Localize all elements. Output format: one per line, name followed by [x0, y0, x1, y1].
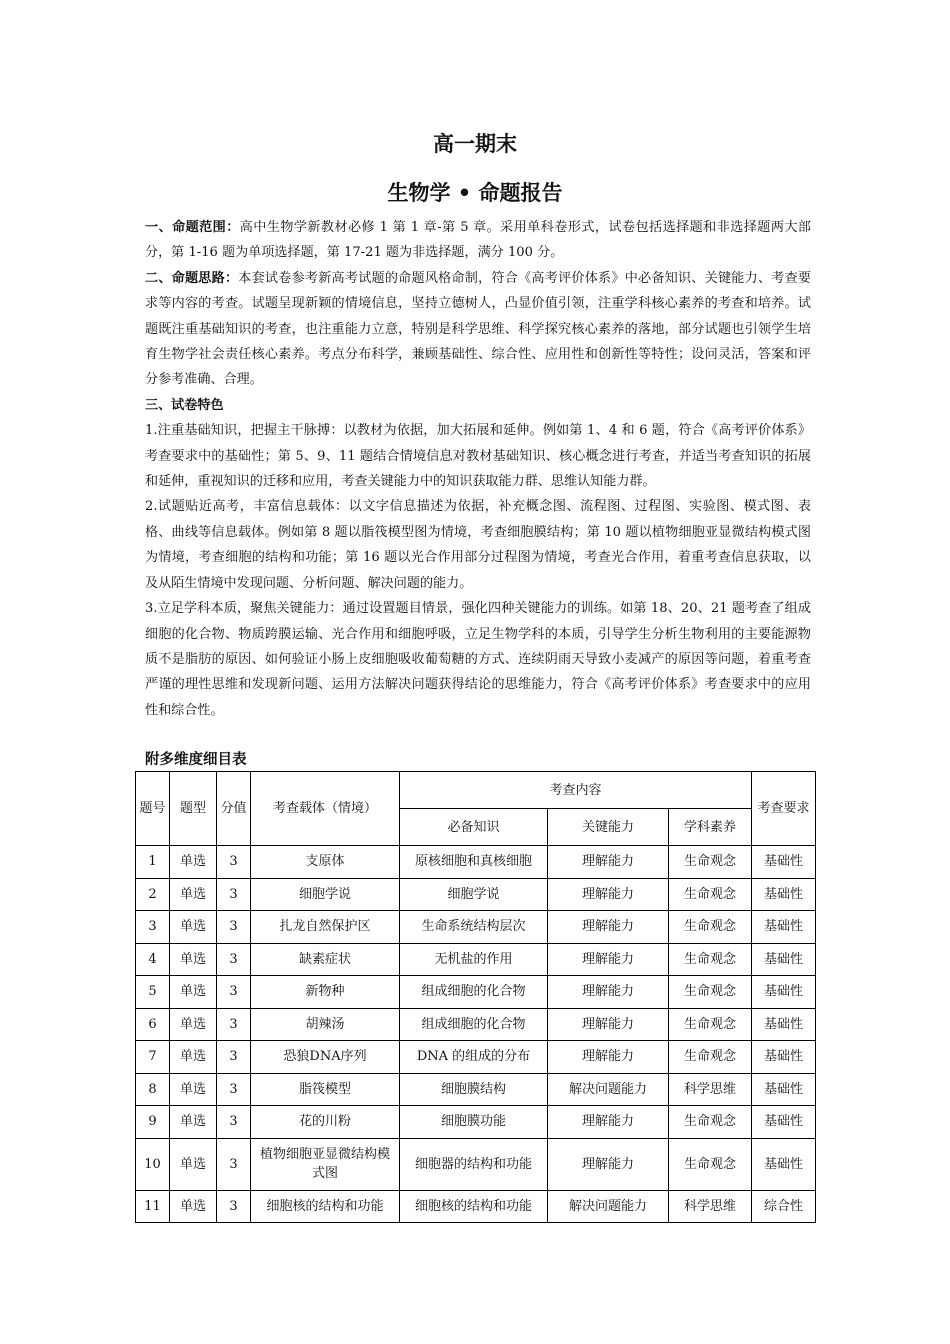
cell-no: 4	[136, 943, 170, 976]
cell-no: 11	[136, 1190, 170, 1223]
cell-type: 单选	[170, 1073, 217, 1106]
cell-requirement: 基础性	[752, 1008, 816, 1041]
cell-requirement: 基础性	[752, 1138, 816, 1190]
cell-ability: 理解能力	[548, 943, 669, 976]
cell-context: 支原体	[251, 846, 400, 879]
cell-knowledge: 细胞膜结构	[400, 1073, 548, 1106]
cell-score: 3	[217, 1041, 251, 1074]
cell-type: 单选	[170, 846, 217, 879]
exam-title: 高一期末	[433, 132, 517, 156]
cell-type: 单选	[170, 911, 217, 944]
cell-ability: 解决问题能力	[548, 1190, 669, 1223]
table-title: 附多维度细目表	[145, 752, 247, 768]
cell-context: 缺素症状	[251, 943, 400, 976]
cell-type: 单选	[170, 1106, 217, 1139]
cell-ability: 理解能力	[548, 878, 669, 911]
table-row	[136, 1041, 816, 1074]
table-row	[136, 1138, 816, 1190]
cell-requirement: 综合性	[752, 1190, 816, 1223]
cell-literacy: 生命观念	[669, 1041, 752, 1074]
cell-knowledge: 无机盐的作用	[400, 943, 548, 976]
cell-no: 3	[136, 911, 170, 944]
cell-ability: 理解能力	[548, 976, 669, 1009]
cell-requirement: 基础性	[752, 976, 816, 1009]
cell-no: 2	[136, 878, 170, 911]
section-text: 高中生物学新教材必修 1 第 1 章-第 5 章。采用单科卷形式，试卷包括选择题和非选择题两大部分，第 1-16 题为单项选择题，第 17-21 题为非选择题，满分 100 分。	[145, 220, 812, 261]
cell-type: 单选	[170, 878, 217, 911]
section-approach	[145, 266, 811, 393]
cell-context: 细胞学说	[251, 878, 400, 911]
cell-literacy: 生命观念	[669, 1138, 752, 1190]
cell-context: 扎龙自然保护区	[251, 911, 400, 944]
cell-literacy: 生命观念	[669, 1008, 752, 1041]
cell-knowledge: 细胞核的结构和功能	[400, 1190, 548, 1223]
cell-requirement: 基础性	[752, 911, 816, 944]
cell-requirement: 基础性	[752, 846, 816, 879]
cell-no: 5	[136, 976, 170, 1009]
cell-literacy: 生命观念	[669, 943, 752, 976]
cell-knowledge: 组成细胞的化合物	[400, 1008, 548, 1041]
section-scope	[145, 215, 811, 266]
cell-ability: 理解能力	[548, 911, 669, 944]
cell-no: 9	[136, 1106, 170, 1139]
table-body	[136, 846, 816, 1223]
cell-type: 单选	[170, 1041, 217, 1074]
cell-no: 10	[136, 1138, 170, 1190]
cell-literacy: 生命观念	[669, 878, 752, 911]
header-type: 题型	[170, 772, 217, 846]
cell-requirement: 基础性	[752, 1041, 816, 1074]
cell-literacy: 生命观念	[669, 1106, 752, 1139]
table-row	[136, 1190, 816, 1223]
feature-paragraph: 1.注重基础知识，把握主干脉搏：以教材为依据，加大拓展和延伸。例如第 1、4 和 6 题，符合《高考评价体系》考查要求中的基础性；第 5、9、11 题结合情境信息对教材基础知识、核心概念进行考查，并适当考查知识的拓展和延伸，重视知识的迁移和应用，考查关键能力中的知识获取能力群、思维认知能力群。	[145, 423, 811, 490]
header-literacy: 学科素养	[669, 809, 752, 846]
cell-type: 单选	[170, 1008, 217, 1041]
table-row	[136, 878, 816, 911]
table-row	[136, 911, 816, 944]
cell-knowledge: 细胞学说	[400, 878, 548, 911]
header-ability: 关键能力	[548, 809, 669, 846]
cell-context: 胡辣汤	[251, 1008, 400, 1041]
cell-context: 植物细胞亚显微结构模式图	[251, 1138, 400, 1190]
report-body	[145, 215, 811, 723]
section-features	[145, 393, 811, 418]
cell-requirement: 基础性	[752, 1073, 816, 1106]
section-heading: 二、命题思路：	[145, 270, 239, 286]
cell-requirement: 基础性	[752, 1106, 816, 1139]
cell-knowledge: DNA 的组成的分布	[400, 1041, 548, 1074]
header-knowledge: 必备知识	[400, 809, 548, 846]
cell-type: 单选	[170, 976, 217, 1009]
cell-literacy: 科学思维	[669, 1190, 752, 1223]
header-content: 考查内容	[400, 772, 752, 809]
header-context: 考查载体（情境）	[251, 772, 400, 846]
cell-no: 1	[136, 846, 170, 879]
cell-type: 单选	[170, 1138, 217, 1190]
cell-requirement: 基础性	[752, 878, 816, 911]
cell-score: 3	[217, 1138, 251, 1190]
cell-context: 新物种	[251, 976, 400, 1009]
header-score: 分值	[217, 772, 251, 846]
cell-no: 6	[136, 1008, 170, 1041]
cell-score: 3	[217, 1106, 251, 1139]
cell-literacy: 生命观念	[669, 911, 752, 944]
cell-ability: 理解能力	[548, 1008, 669, 1041]
report-title: 生物学 • 命题报告	[387, 181, 563, 205]
cell-knowledge: 生命系统结构层次	[400, 911, 548, 944]
table-row	[136, 1008, 816, 1041]
cell-context: 细胞核的结构和功能	[251, 1190, 400, 1223]
cell-type: 单选	[170, 943, 217, 976]
cell-knowledge: 细胞器的结构和功能	[400, 1138, 548, 1190]
feature-paragraph: 3.立足学科本质，聚焦关键能力：通过设置题目情景，强化四种关键能力的训练。如第 18、20、21 题考查了组成细胞的化合物、物质跨膜运输、光合作用和细胞呼吸，立足生物学科的本质，引导学生分析生物利用的主要能源物质不是脂肪的原因、如何验证小肠上皮细胞吸收葡萄糖的方式、连续阴雨天导致小麦减产的原因等问题，着重考查严谨的理性思维和发现新问题、运用方法解决问题获得结论的思维能力，符合《高考评价体系》考查要求中的应用性和综合性。	[145, 601, 811, 718]
table-row	[136, 943, 816, 976]
detail-table	[135, 771, 816, 1223]
cell-ability: 理解能力	[548, 1138, 669, 1190]
header-requirement: 考查要求	[752, 772, 816, 846]
table-row	[136, 846, 816, 879]
cell-context: 脂筏模型	[251, 1073, 400, 1106]
cell-no: 8	[136, 1073, 170, 1106]
cell-type: 单选	[170, 1190, 217, 1223]
cell-context: 恐狼DNA序列	[251, 1041, 400, 1074]
cell-score: 3	[217, 943, 251, 976]
section-heading: 一、命题范围：	[145, 220, 240, 235]
cell-score: 3	[217, 1008, 251, 1041]
cell-score: 3	[217, 911, 251, 944]
cell-ability: 理解能力	[548, 846, 669, 879]
section-text: 本套试卷参考新高考试题的命题风格命制，符合《高考评价体系》中必备知识、关键能力、考查要求等内容的考查。试题呈现新颖的情境信息，坚持立德树人，凸显价值引领，注重学科核心素养的考查和培养。试题既注重基础知识的考查，也注重能力立意，特别是科学思维、科学探究核心素养的落地，部分试题也引领学生培育生物学社会责任核心素养。考点分布科学，兼顾基础性、综合性、应用性和创新性等特性；设问灵活，答案和评分参考准确、合理。	[145, 270, 812, 388]
cell-knowledge: 组成细胞的化合物	[400, 976, 548, 1009]
cell-context: 花的川粉	[251, 1106, 400, 1139]
cell-knowledge: 细胞膜功能	[400, 1106, 548, 1139]
cell-ability: 解决问题能力	[548, 1073, 669, 1106]
cell-ability: 理解能力	[548, 1106, 669, 1139]
cell-score: 3	[217, 1073, 251, 1106]
header-no: 题号	[136, 772, 170, 846]
cell-literacy: 生命观念	[669, 976, 752, 1009]
table-row	[136, 1073, 816, 1106]
table-row	[136, 976, 816, 1009]
cell-score: 3	[217, 846, 251, 879]
cell-requirement: 基础性	[752, 943, 816, 976]
cell-score: 3	[217, 976, 251, 1009]
cell-score: 3	[217, 1190, 251, 1223]
feature-paragraph: 2.试题贴近高考，丰富信息载体：以文字信息描述为依据，补充概念图、流程图、过程图、实验图、模式图、表格、曲线等信息载体。例如第 8 题以脂筏模型图为情境，考查细胞膜结构；第 10 题以植物细胞亚显微结构模式图为情境，考查细胞的结构和功能；第 16 题以光合作用部分过程图为情境，考查光合作用，着重考查信息获取，以及从陌生情境中发现问题、分析问题、解决问题的能力。	[145, 499, 811, 591]
cell-knowledge: 原核细胞和真核细胞	[400, 846, 548, 879]
cell-literacy: 生命观念	[669, 846, 752, 879]
cell-literacy: 科学思维	[669, 1073, 752, 1106]
cell-ability: 理解能力	[548, 1041, 669, 1074]
section-heading: 三、试卷特色	[145, 397, 224, 413]
cell-no: 7	[136, 1041, 170, 1074]
table-row	[136, 1106, 816, 1139]
cell-score: 3	[217, 878, 251, 911]
